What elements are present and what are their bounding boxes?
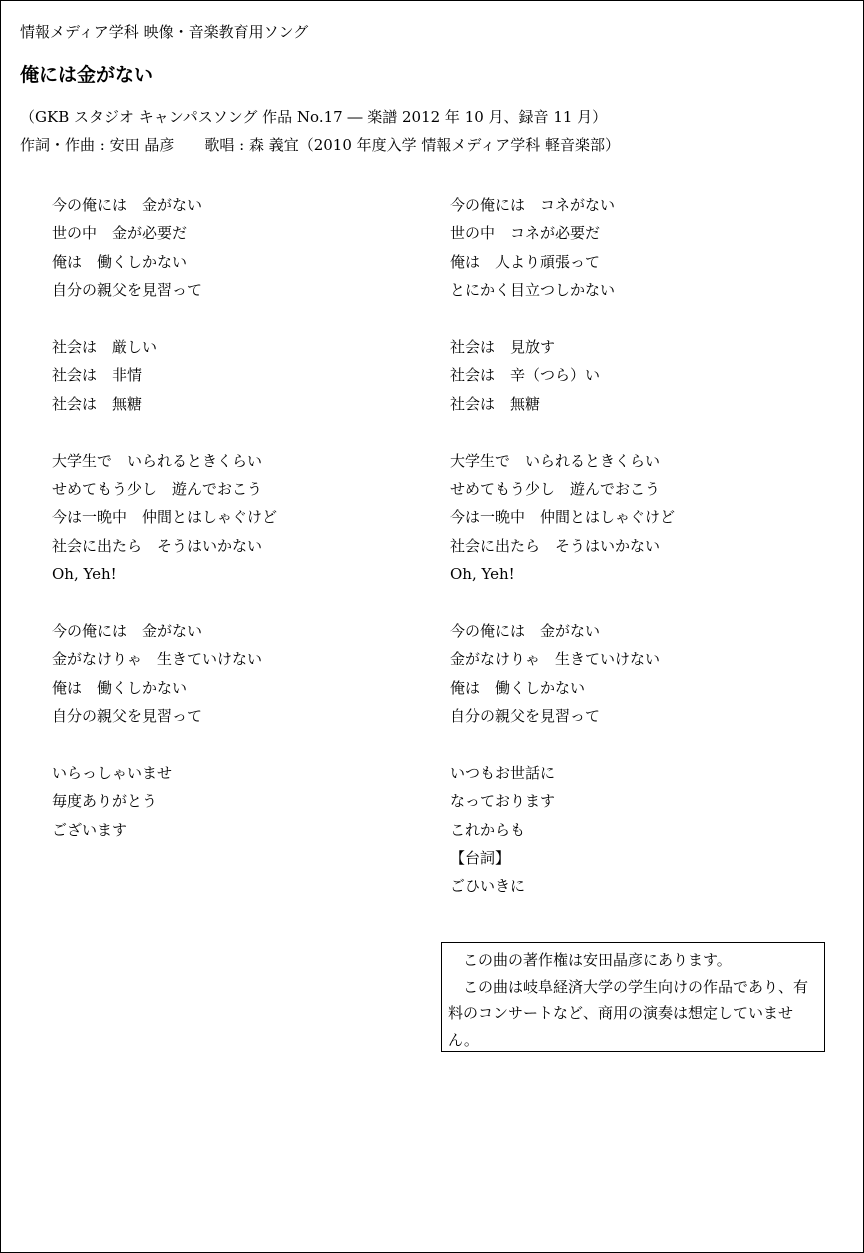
lyric-line (52, 418, 277, 446)
copyright-notice-box (441, 942, 825, 1052)
lyric-line (450, 305, 675, 333)
lyric-line: 世の中 金が必要だ (52, 224, 188, 243)
lyric-line: 社会は 辛（つら）い (450, 366, 601, 385)
lyric-line (52, 730, 277, 758)
lyric-line: これからも (450, 820, 526, 839)
lyric-line: 大学生で いられるときくらい (450, 451, 661, 470)
lyric-line: 社会は 非情 (52, 366, 143, 385)
lyric-line (450, 418, 675, 446)
lyric-line: 社会は 無糖 (52, 394, 143, 413)
lyric-line: 俺は 働くしかない (52, 252, 188, 271)
lyric-line: 今は一晩中 仲間とはしゃぐけど (52, 508, 278, 527)
lyric-line (52, 588, 277, 616)
credits-line: 作詞・作曲 : 安田 晶彦 歌唱 : 森 義宜（2010 年度入学 情報メディア学科 軽音楽部） (20, 136, 620, 154)
lyrics-right-column (450, 191, 675, 901)
lyric-line: いらっしゃいませ (52, 763, 173, 782)
lyric-line: なっております (450, 792, 556, 811)
lyric-line: 自分の親父を見習って (450, 707, 601, 726)
usage-notice-line: この曲は岐阜経済大学の学生向けの作品であり、有料のコンサートなど、商用の演奏は想定していません。 (448, 977, 809, 1049)
lyrics-left-column (52, 191, 277, 844)
copyright-notice-line: この曲の著作権は安田晶彦にあります。 (463, 951, 732, 969)
lyric-line: 俺は 働くしかない (450, 678, 586, 697)
lyric-line: 俺は 働くしかない (52, 678, 188, 697)
lyric-line: ごひいきに (450, 877, 526, 896)
lyric-line: 自分の親父を見習って (52, 707, 203, 726)
lyric-line (450, 730, 675, 758)
lyric-line (450, 588, 675, 616)
lyric-line: 世の中 コネが必要だ (450, 224, 601, 243)
lyric-line: 社会に出たら そうはいかない (52, 536, 263, 555)
lyric-line: 社会は 見放す (450, 337, 556, 356)
lyric-line: せめてもう少し 遊んでおこう (450, 479, 661, 498)
lyric-line: いつもお世話に (450, 763, 556, 782)
lyric-line: 毎度ありがとう (52, 792, 158, 811)
lyric-line: 自分の親父を見習って (52, 281, 203, 300)
lyric-line: 俺は 人より頑張って (450, 252, 601, 271)
lyric-line: せめてもう少し 遊んでおこう (52, 479, 263, 498)
lyric-line: 社会に出たら そうはいかない (450, 536, 661, 555)
lyric-line: Oh, Yeh! (52, 565, 117, 584)
lyric-line: 社会は 厳しい (52, 337, 158, 356)
lyric-line: 金がなけりゃ 生きていけない (52, 650, 263, 669)
lyric-line: ございます (52, 820, 128, 839)
lyric-line: 今の俺には 金がない (52, 196, 203, 214)
lyric-line: 今は一晩中 仲間とはしゃぐけど (450, 508, 676, 527)
lyric-line: 社会は 無糖 (450, 394, 541, 413)
lyric-line: 今の俺には コネがない (450, 196, 616, 214)
lyric-line: 大学生で いられるときくらい (52, 451, 263, 470)
lyric-line: 金がなけりゃ 生きていけない (450, 650, 661, 669)
lyric-line: 今の俺には 金がない (450, 621, 601, 640)
lyric-line: Oh, Yeh! (450, 565, 515, 584)
page-header: 情報メディア学科 映像・音楽教育用ソング (20, 23, 309, 41)
lyric-line: 今の俺には 金がない (52, 621, 203, 640)
lyric-line (52, 305, 277, 333)
song-title: 俺には金がない (20, 64, 154, 86)
song-info-line: （GKB スタジオ キャンパスソング 作品 No.17 ― 楽譜 2012 年 10 月、録音 11 月） (20, 108, 608, 126)
lyric-line: 【台詞】 (450, 848, 511, 867)
lyric-line: とにかく目立つしかない (450, 281, 616, 300)
